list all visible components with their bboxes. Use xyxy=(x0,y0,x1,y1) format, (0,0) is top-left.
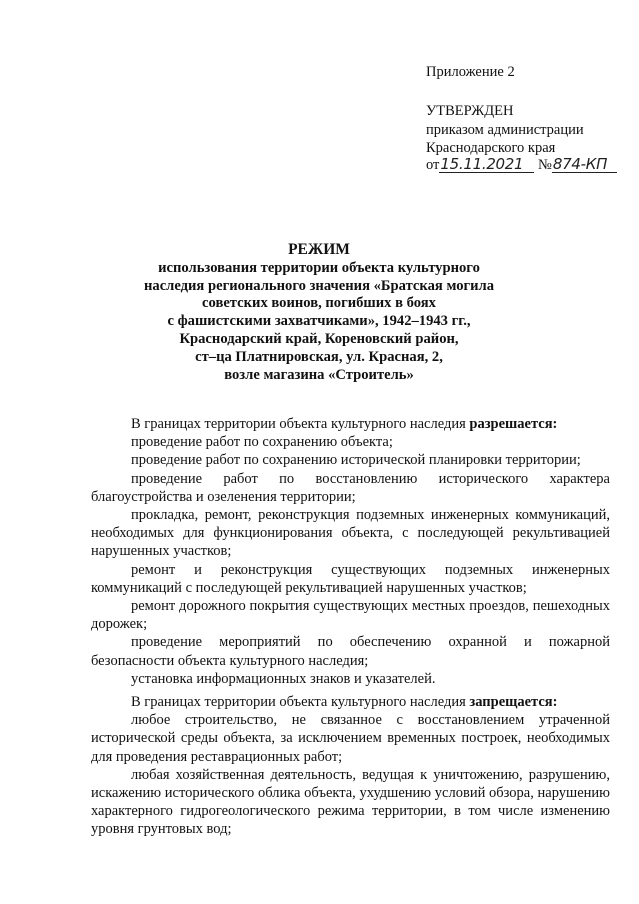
title-line: наследия регионального значения «Братская могила xyxy=(143,277,495,294)
appendix-label: Приложение 2 xyxy=(426,64,515,80)
prohibited-intro xyxy=(91,693,610,711)
date-value: 15.11.2021 xyxy=(439,157,534,173)
date-number-line xyxy=(426,156,617,174)
allowed-item: проведение мероприятий по обеспечению охранной и пожарной безопасности объекта культурного наследия; xyxy=(91,634,610,669)
allowed-item: прокладка, ремонт, реконструкция подземных инженерных коммуникаций, необходимых для функционирования объекта, с последующей рекультивацией нарушенных участков; xyxy=(91,507,610,560)
allowed-item: проведение работ по сохранению исторической планировки территории; xyxy=(131,452,581,469)
allowed-item: установка информационных знаков и указателей. xyxy=(131,670,436,687)
allowed-item: проведение работ по сохранению объекта; xyxy=(131,434,393,451)
title-line: с фашистскими захватчиками», 1942–1943 гг., xyxy=(167,313,471,330)
number-value: 874-КП xyxy=(552,157,617,173)
title-line: использования территории объекта культурного xyxy=(158,259,480,276)
allowed-intro xyxy=(91,415,610,433)
number-prefix: № xyxy=(538,157,552,173)
title-line: Краснодарский край, Кореновский район, xyxy=(179,330,459,347)
prohibited-section xyxy=(91,693,610,839)
prohibited-item: любая хозяйственная деятельность, ведущая к уничтожению, разрушению, искажению исторического облика объекта, ухудшению условий обзора, нарушению характерного гидрогеологического режима территории, в том числе изменению уровня грунтовых вод; xyxy=(91,766,610,838)
allowed-section xyxy=(91,415,610,688)
allowed-item: ремонт дорожного покрытия существующих местных проездов, пешеходных дорожек; xyxy=(91,598,610,633)
prohibited-intro-text: В границах территории объекта культурного наследия xyxy=(131,694,466,710)
approved-label: УТВЕРЖДЕН xyxy=(426,103,514,119)
prohibited-item: любое строительство, не связанное с восстановлением утраченной исторической среды объекта, за исключением временных построек, необходимых для проведения реставрационных работ; xyxy=(91,712,610,765)
document-title xyxy=(130,241,508,384)
title-line: ст–ца Платнировская, ул. Красная, 2, xyxy=(195,348,443,365)
region-line: Краснодарского края xyxy=(426,140,556,156)
allowed-item: проведение работ по восстановлению исторического характера благоустройства и озеленения территории; xyxy=(91,470,610,505)
title-line: возле магазина «Строитель» xyxy=(224,366,414,383)
prohibited-keyword: запрещается: xyxy=(469,694,558,710)
date-prefix: от xyxy=(426,157,440,173)
title-main: РЕЖИМ xyxy=(288,241,350,258)
allowed-item: ремонт и реконструкция существующих подземных инженерных коммуникаций с последующей рекультивацией нарушенных участков; xyxy=(91,561,610,596)
allowed-keyword: разрешается: xyxy=(469,416,558,432)
title-line: советских воинов, погибших в боях xyxy=(202,295,436,312)
allowed-intro-text: В границах территории объекта культурного наследия xyxy=(131,416,466,432)
order-line: приказом администрации xyxy=(426,122,584,138)
